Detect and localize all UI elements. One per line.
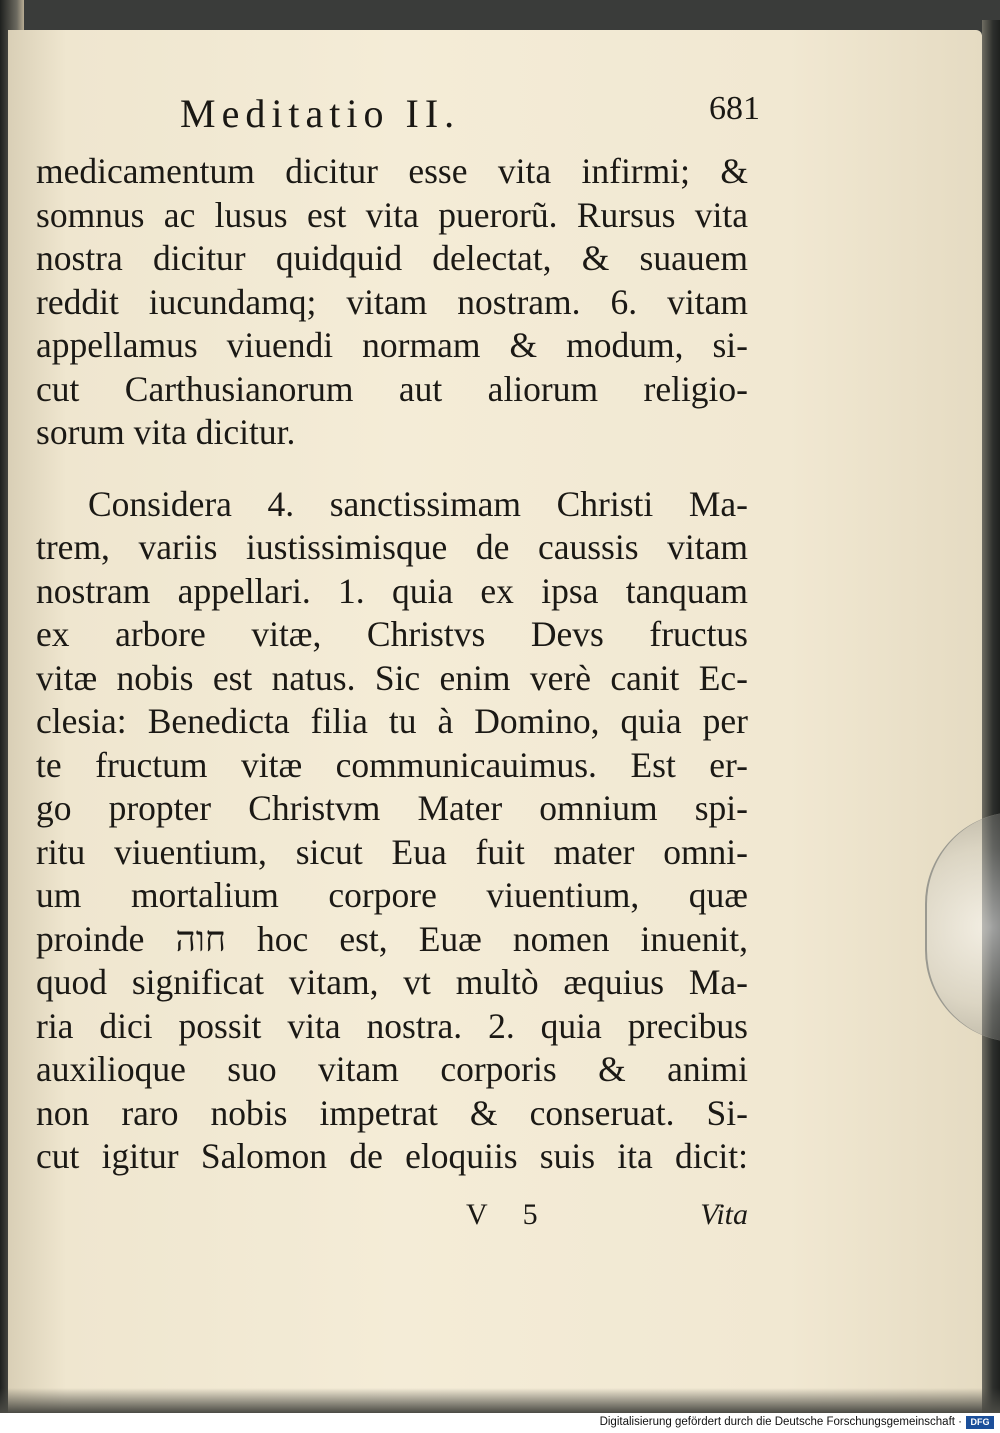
text-line: quod significat vitam, vt multò æquius Ma- — [36, 962, 748, 1002]
text-line: non raro nobis impetrat & conseruat. Si- — [36, 1092, 748, 1133]
text-line: ex arbore vitæ, Christvs Devs fructus — [36, 614, 748, 654]
paragraph-gap — [36, 455, 748, 483]
text-block — [36, 150, 748, 1179]
text-line: nostra dicitur quidquid delectat, & suauem — [36, 238, 748, 278]
text-line: medicamentum dicitur esse vita infirmi; & — [36, 151, 748, 191]
text-line: cut Carthusianorum aut aliorum religio- — [36, 368, 748, 409]
credit-text: Digitalisierung gefördert durch die Deutsche Forschungsgemeinschaft · — [599, 1416, 962, 1428]
credit-bar — [0, 1413, 1000, 1433]
text-line: nostram appellari. 1. quia ex ipsa tanquam — [36, 570, 748, 611]
text-line: um mortalium corpore viuentium, quæ — [36, 875, 748, 915]
text-line: auxilioque suo vitam corporis & animi — [36, 1049, 748, 1089]
page-footer — [36, 1198, 748, 1238]
bottom-shadow — [0, 1388, 1000, 1413]
text-line: clesia: Benedicta filia tu à Domino, quia per — [36, 701, 748, 741]
book-fore-edge — [982, 20, 1000, 1413]
dfg-logo: DFG — [966, 1416, 994, 1429]
text-line: reddit iucundamq; vitam nostram. 6. vitam — [36, 281, 748, 322]
running-title: Meditatio II. — [180, 91, 461, 136]
text-line: sorum vita dicitur. — [36, 412, 296, 452]
text-line: go propter Christvm Mater omnium spi- — [36, 788, 748, 828]
catchword: Vita — [700, 1198, 748, 1231]
text-line: ritu viuentium, sicut Eua fuit mater omni- — [36, 831, 748, 872]
page-header — [180, 90, 760, 134]
text-line: cut igitur Salomon de eloquiis suis ita dicit: — [36, 1136, 748, 1176]
text-line: te fructum vitæ communicauimus. Est er- — [36, 744, 748, 785]
text-line: proinde חוה hoc est, Euæ nomen inuenit, — [36, 918, 748, 959]
text-line: vitæ nobis est natus. Sic enim verè canit Ec- — [36, 657, 748, 698]
signature-mark: V 5 — [466, 1198, 552, 1231]
page-number: 681 — [709, 90, 760, 127]
text-line: appellamus viuendi normam & modum, si- — [36, 325, 748, 365]
text-line: somnus ac lusus est vita puerorũ. Rursus vita — [36, 194, 748, 235]
text-line: Considera 4. sanctissimam Christi Ma- — [88, 483, 748, 524]
text-line: trem, variis iustissimisque de caussis vitam — [36, 527, 748, 567]
text-line: ria dici possit vita nostra. 2. quia precibus — [36, 1005, 748, 1046]
